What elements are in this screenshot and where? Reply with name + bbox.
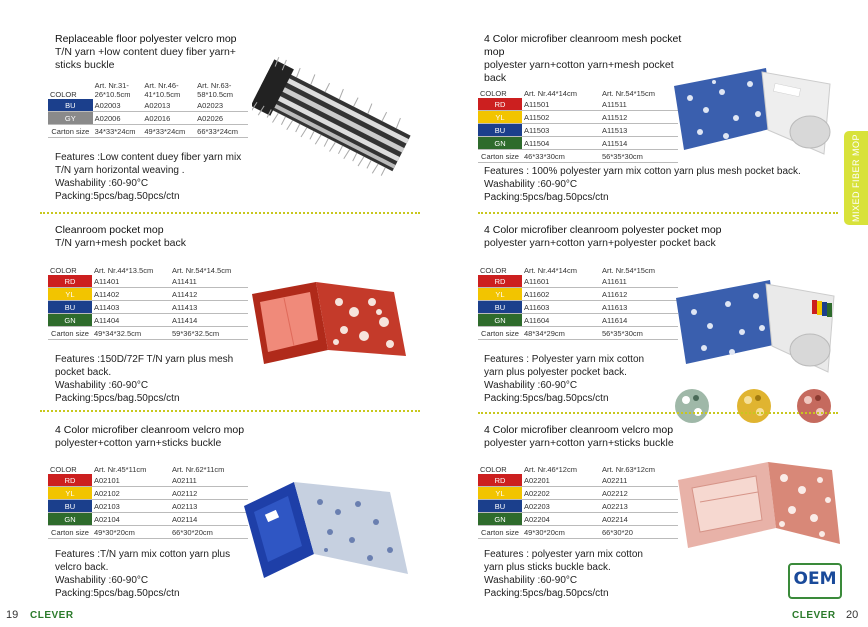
features-block	[55, 353, 255, 405]
section-mesh-pocket-mop	[484, 33, 684, 85]
feature-line: Features :150D/72F T/N yarn plus mesh	[55, 354, 234, 365]
col-header: Art. Nr.44*14cm	[524, 265, 577, 275]
section-velcro-mop-right	[484, 424, 724, 450]
color-header: COLOR	[50, 464, 77, 474]
article-number: A02112	[170, 487, 248, 500]
carton-size: 46*33*30cm	[522, 150, 600, 163]
carton-size: 34*33*24cm	[93, 125, 143, 138]
fiber-swatches-image	[674, 386, 834, 426]
polyester-pocket-mop-image	[672, 268, 844, 384]
clever-logo: CLEVER	[792, 610, 836, 621]
features-block	[484, 165, 824, 204]
feature-line: Packing:5pcs/bag.50pcs/ctn	[484, 192, 609, 203]
color-code: YL	[478, 487, 522, 500]
feature-line: Washability :60-90°C	[484, 179, 578, 190]
spec-table	[48, 82, 248, 138]
side-tab-label: MIXED FIBER MOP	[851, 133, 861, 223]
carton-label: Carton size	[48, 125, 93, 138]
feature-line: Washability :60-90°C	[55, 178, 149, 189]
article-number: A02202	[522, 487, 600, 500]
feature-line: Washability :60-90°C	[484, 575, 578, 586]
article-number: A11414	[170, 314, 248, 327]
features-block	[55, 548, 255, 600]
carton-size: 49*34*32.5cm	[92, 327, 170, 340]
color-code: YL	[48, 288, 92, 301]
col-header: Art. Nr.44*13.5cm	[94, 265, 154, 275]
article-number: A02113	[170, 500, 248, 513]
col-header: Art. Nr.54*15cm	[602, 88, 655, 98]
feature-line: Washability :60-90°C	[55, 380, 149, 391]
article-number: A11612	[600, 288, 678, 301]
article-number: A11502	[522, 111, 600, 124]
feature-line: velcro back.	[55, 562, 109, 573]
page-number: 19	[6, 609, 19, 621]
carton-size: 56*35*30cm	[600, 327, 678, 340]
col-header: Art. Nr.46*12cm	[524, 464, 577, 474]
article-number: A02111	[170, 474, 248, 487]
color-code: RD	[48, 275, 92, 288]
mixed-fiber-mop-tab	[844, 131, 868, 225]
article-number: A02212	[600, 487, 678, 500]
article-number: A11601	[522, 275, 600, 288]
section-title: 4 Color microfiber cleanroom velcro mop	[484, 424, 674, 436]
section-title: Replaceable floor polyester velcro mop	[55, 33, 237, 45]
article-number: A02023	[195, 99, 248, 112]
color-code: GY	[48, 112, 93, 125]
color-code: RD	[48, 474, 92, 487]
oem-badge	[788, 563, 842, 599]
color-code: GN	[478, 513, 522, 526]
section-title: 4 Color microfiber cleanroom polyester pocket mop	[484, 224, 722, 236]
article-number: A02213	[600, 500, 678, 513]
section-polyester-pocket-mop	[484, 224, 744, 250]
article-number: A11604	[522, 314, 600, 327]
carton-size: 48*34*29cm	[522, 327, 600, 340]
article-number: A02103	[92, 500, 170, 513]
section-divider	[40, 212, 420, 214]
pocket-mop-image	[244, 272, 412, 384]
carton-size: 66*33*24cm	[195, 125, 248, 138]
feature-line: Packing:5pcs/bag.50pcs/ctn	[55, 393, 180, 404]
spec-table	[48, 263, 248, 340]
col-header: Art. Nr.54*14.5cm	[172, 265, 232, 275]
color-header: COLOR	[480, 464, 507, 474]
color-code: YL	[48, 487, 92, 500]
feature-line: Packing:5pcs/bag.50pcs/ctn	[484, 588, 609, 599]
mesh-pocket-mop-image	[670, 58, 842, 162]
velcro-mop-right-image	[672, 448, 844, 558]
article-number: A02016	[142, 112, 195, 125]
section-divider	[478, 212, 838, 214]
article-number: A11602	[522, 288, 600, 301]
article-number: A11412	[170, 288, 248, 301]
article-number: A11503	[522, 124, 600, 137]
article-number: A11512	[600, 111, 678, 124]
article-number: A11401	[92, 275, 170, 288]
article-number: A11511	[600, 98, 678, 111]
color-header: COLOR	[480, 265, 507, 275]
col-header: Art. Nr.63*12cm	[602, 464, 655, 474]
color-code: YL	[478, 288, 522, 301]
spec-table	[48, 462, 248, 539]
color-header: COLOR	[480, 88, 507, 98]
article-number: A11514	[600, 137, 678, 150]
article-number: A11603	[522, 301, 600, 314]
feature-line: Washability :60-90°C	[55, 575, 149, 586]
color-code: RD	[478, 275, 522, 288]
col-header: Art. Nr.63-58*10.5cm	[197, 81, 234, 99]
section-divider	[40, 410, 420, 412]
color-code: RD	[478, 98, 522, 111]
feature-line: Features : 100% polyester yarn mix cotton yarn plus mesh pocket back.	[484, 166, 801, 177]
article-number: A11504	[522, 137, 600, 150]
article-number: A11411	[170, 275, 248, 288]
section-velcro-mop	[55, 33, 255, 72]
carton-size: 56*35*30cm	[600, 150, 678, 163]
carton-size: 49*30*20cm	[522, 526, 600, 539]
color-code: BU	[48, 99, 93, 112]
velcro-mop-image	[252, 46, 412, 191]
article-number: A02214	[600, 513, 678, 526]
section-title: 4 Color microfiber cleanroom mesh pocket mop	[484, 33, 682, 58]
section-subtitle: polyester yarn+cotton yarn+sticks buckle	[484, 437, 674, 449]
color-code: GN	[48, 314, 92, 327]
section-title: Cleanroom pocket mop	[55, 224, 164, 236]
article-number: A02211	[600, 474, 678, 487]
feature-line: Packing:5pcs/bag.50pcs/ctn	[55, 588, 180, 599]
col-header: Art. Nr.44*14cm	[524, 88, 577, 98]
col-header: Art. Nr.54*15cm	[602, 265, 655, 275]
article-number: A11513	[600, 124, 678, 137]
color-code: BU	[478, 301, 522, 314]
article-number: A11613	[600, 301, 678, 314]
article-number: A11501	[522, 98, 600, 111]
feature-line: pocket back.	[55, 367, 112, 378]
features-block	[55, 151, 255, 203]
color-code: YL	[478, 111, 522, 124]
color-code: BU	[478, 500, 522, 513]
spec-table	[478, 263, 678, 340]
article-number: A11614	[600, 314, 678, 327]
section-4color-velcro-mop	[55, 424, 275, 450]
right-page	[434, 0, 868, 627]
article-number: A11403	[92, 301, 170, 314]
section-subtitle: T/N yarn+mesh pocket back	[55, 237, 187, 249]
col-header: Art. Nr.62*11cm	[172, 464, 225, 474]
page-number: 20	[846, 609, 859, 621]
article-number: A02114	[170, 513, 248, 526]
carton-size: 49*33*24cm	[142, 125, 195, 138]
article-number: A11611	[600, 275, 678, 288]
section-divider	[478, 412, 838, 414]
color-code: GN	[478, 314, 522, 327]
spec-table	[478, 86, 678, 163]
carton-size: 59*36*32.5cm	[170, 327, 248, 340]
features-block	[484, 548, 684, 600]
feature-line: yarn plus polyester pocket back.	[484, 367, 627, 378]
section-subtitle: polyester yarn+cotton yarn+mesh pocket back	[484, 59, 674, 84]
features-block	[484, 353, 684, 405]
color-code: BU	[478, 124, 522, 137]
color-header: COLOR	[50, 89, 77, 99]
section-pocket-mop	[55, 224, 275, 250]
carton-label: Carton size	[478, 150, 522, 163]
col-header: Art. Nr.31-26*10.5cm	[94, 81, 131, 99]
feature-line: Washability :60-90°C	[484, 380, 578, 391]
article-number: A11404	[92, 314, 170, 327]
article-number: A02101	[92, 474, 170, 487]
4color-velcro-mop-image	[240, 462, 412, 594]
carton-size: 49*30*20cm	[92, 526, 170, 539]
feature-line: Features :Low content duey fiber yarn mix	[55, 152, 242, 163]
article-number: A02104	[92, 513, 170, 526]
section-subtitle: T/N yarn +low content duey fiber yarn+ sticks buckle	[55, 46, 236, 71]
section-subtitle: polyester yarn+cotton yarn+polyester pocket back	[484, 237, 716, 249]
color-code: GN	[478, 137, 522, 150]
article-number: A11402	[92, 288, 170, 301]
spec-table	[478, 462, 678, 539]
section-title: 4 Color microfiber cleanroom velcro mop	[55, 424, 245, 436]
color-header: COLOR	[50, 265, 77, 275]
article-number: A02013	[142, 99, 195, 112]
feature-line: yarn plus sticks buckle back.	[484, 562, 611, 573]
carton-label: Carton size	[478, 327, 522, 340]
section-subtitle: polyester+cotton yarn+sticks buckle	[55, 437, 222, 449]
color-code: BU	[48, 301, 92, 314]
article-number: A02204	[522, 513, 600, 526]
article-number: A02006	[93, 112, 143, 125]
carton-label: Carton size	[478, 526, 522, 539]
col-header: Art. Nr.46-41*10.5cm	[144, 81, 181, 99]
feature-line: Features : polyester yarn mix cotton	[484, 549, 643, 560]
article-number: A11413	[170, 301, 248, 314]
article-number: A02201	[522, 474, 600, 487]
article-number: A02026	[195, 112, 248, 125]
color-code: GN	[48, 513, 92, 526]
carton-size: 66*30*20	[600, 526, 678, 539]
carton-size: 66*30*20cm	[170, 526, 248, 539]
feature-line: T/N yarn horizontal weaving .	[55, 165, 185, 176]
article-number: A02003	[93, 99, 143, 112]
color-code: RD	[478, 474, 522, 487]
carton-label: Carton size	[48, 526, 92, 539]
feature-line: Features : Polyester yarn mix cotton	[484, 354, 645, 365]
color-code: BU	[48, 500, 92, 513]
article-number: A02203	[522, 500, 600, 513]
article-number: A02102	[92, 487, 170, 500]
feature-line: Packing:5pcs/bag.50pcs/ctn	[484, 393, 609, 404]
clever-logo: CLEVER	[30, 610, 74, 621]
feature-line: Packing:5pcs/bag.50pcs/ctn	[55, 191, 180, 202]
feature-line: Features :T/N yarn mix cotton yarn plus	[55, 549, 231, 560]
carton-label: Carton size	[48, 327, 92, 340]
col-header: Art. Nr.45*11cm	[94, 464, 147, 474]
oem-label: OEM	[793, 569, 837, 589]
